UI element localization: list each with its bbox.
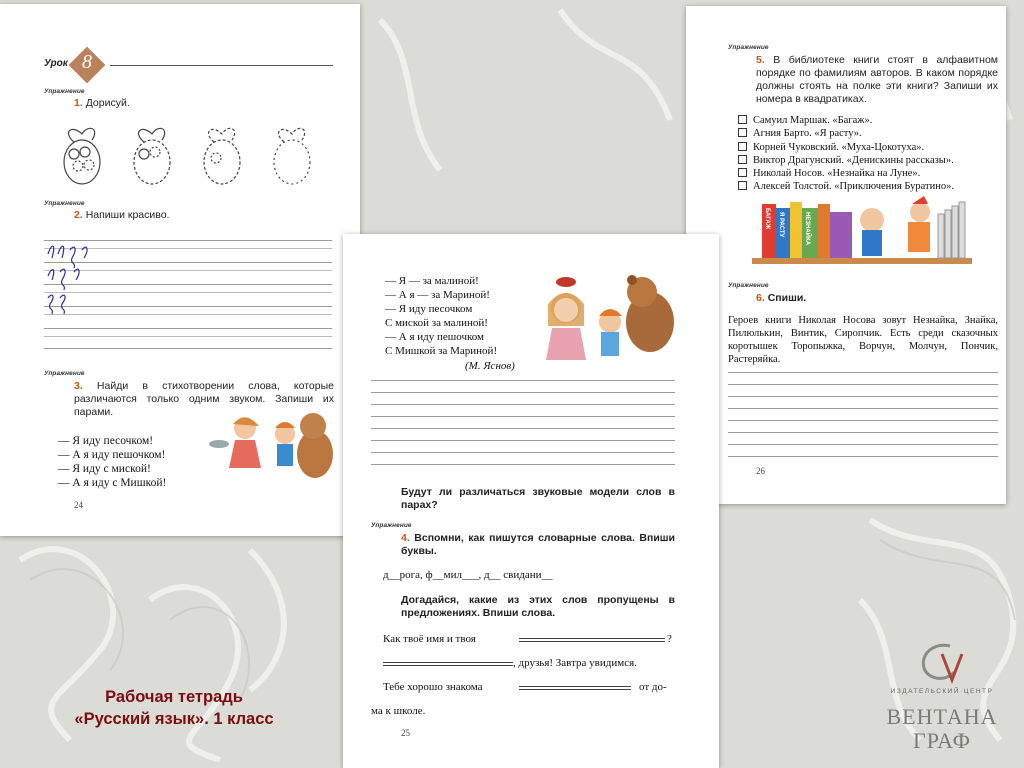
exercise-5 (756, 54, 998, 106)
book-item[interactable] (738, 141, 954, 154)
raspberry-drawings (50, 116, 340, 191)
exercise-text: Напиши красиво. (85, 209, 170, 221)
sentence-text: от до- (639, 681, 667, 693)
exercise-label: Упражнение (371, 522, 412, 529)
book-item[interactable] (738, 154, 954, 167)
checkbox[interactable] (738, 142, 747, 151)
poem-line: — А я иду пешочком! (58, 449, 166, 461)
exercise-2 (74, 209, 169, 222)
exercise-1 (74, 97, 130, 110)
book-item[interactable] (738, 167, 954, 180)
dictionary-words: д__рога, ф__мил___, д__ свидани__ (383, 569, 553, 581)
exercise-text: В библиотеке книги стоят в алфавитном порядке по фамилиям авторов. В каком порядке должны стоять на полке эти книги? Запиши их номера в квадратиках. (756, 54, 998, 105)
book-title: Корней Чуковский. «Муха-Цокотуха». (753, 141, 925, 153)
exercise-label: Упражнение (44, 200, 85, 207)
sentence-text: Тебе хорошо знакома (383, 681, 483, 693)
exercise-6 (756, 292, 806, 305)
publisher-top: ИЗДАТЕЛЬСКИЙ·ЦЕНТР (890, 688, 994, 695)
poem-line: — Я иду песочком! (58, 435, 154, 447)
exercise-label: Упражнение (728, 282, 769, 289)
exercise-text: Найди в стихотворении слова, которые различаются только одним звуком. Запиши их парами. (74, 380, 334, 418)
book-spine: НЕЗНАЙКА (804, 212, 810, 246)
lesson-label: Урок (44, 58, 68, 69)
exercise-number: 1. (74, 97, 83, 109)
poem-author: (М. Яснов) (465, 360, 515, 372)
answer-field[interactable] (519, 686, 631, 690)
exercise-label: Упражнение (728, 44, 769, 51)
writing-lines (44, 240, 332, 350)
publisher-emblem (912, 640, 972, 688)
book-spine: БАГАЖ (764, 208, 770, 230)
writing-lines[interactable] (371, 380, 675, 476)
exercise-text: Вспомни, как пишутся словарные слова. Впиши буквы. (401, 532, 675, 557)
publisher-logo (862, 640, 1022, 764)
exercise-text: Спиши. (767, 292, 807, 304)
answer-field[interactable] (383, 662, 513, 666)
workbook-page-25 (343, 234, 719, 768)
exercise-label: Упражнение (44, 370, 85, 377)
handwriting-sample (44, 240, 104, 315)
fill-sentence-1 (383, 632, 476, 646)
writing-lines[interactable] (728, 372, 998, 462)
exercise-number: 2. (74, 209, 83, 221)
copy-text: Героев книги Николая Носова зовут Незнайка, Знайка, Пилюлькин, Винтик, Сиропчик. Есть среди сказочных коротышек Торопыжка, Ворчун, Молчун, Пончик, Растеряйка. (728, 315, 998, 365)
book-item[interactable] (738, 127, 954, 140)
answer-field[interactable] (519, 638, 665, 642)
workbook-page-24 (0, 4, 360, 536)
exercise-number: 3. (74, 380, 83, 392)
book-title: Виктор Драгунский. «Денискины рассказы». (753, 154, 954, 166)
bookshelf-illustration (752, 194, 972, 266)
checkbox[interactable] (738, 168, 747, 177)
caption-line: Рабочая тетрадь (105, 688, 243, 706)
book-spine: Я РАСТУ (778, 212, 784, 238)
poem (58, 434, 166, 490)
exercise-number: 4. (401, 532, 410, 544)
book-title: Алексей Толстой. «Приключения Буратино». (753, 181, 954, 193)
checkbox[interactable] (738, 155, 747, 164)
book-item[interactable] (738, 180, 954, 193)
header-rule (110, 65, 333, 66)
poem-line: С миской за малиной! (385, 317, 488, 329)
checkbox[interactable] (738, 115, 747, 124)
girl-boy-bear-illustration (538, 270, 678, 360)
children-bear-illustration (205, 404, 335, 482)
page-number: 24 (74, 500, 83, 510)
poem-line: — Я иду песочком (385, 303, 473, 315)
workbook-page-26 (686, 6, 1006, 504)
sentence-text: Как твоё имя и твоя (383, 633, 476, 645)
caption-line: «Русский язык». 1 класс (74, 710, 274, 728)
book-item[interactable] (738, 114, 954, 127)
book-title: Агния Барто. «Я расту». (753, 128, 862, 140)
exercise-4 (401, 532, 675, 558)
poem-line: С Мишкой за Мариной! (385, 345, 498, 357)
poem-line: — Я — за малиной! (385, 275, 479, 287)
poem-line: — Я иду с миской! (58, 463, 151, 475)
checkbox[interactable] (738, 181, 747, 190)
exercise-number: 5. (756, 54, 765, 66)
lesson-header (44, 48, 344, 84)
book-title: Николай Носов. «Незнайка на Луне». (753, 168, 921, 180)
exercise-4-task: Догадайся, какие из этих слов пропущены в предложениях. Впиши слова. (401, 594, 675, 619)
question: Будут ли различаться звуковые модели слов в парах? (401, 486, 675, 511)
page-number: 26 (756, 466, 765, 476)
question-mark: ? (667, 633, 672, 645)
poem-line: — А я — за Мариной! (385, 289, 490, 301)
sentence-text: , друзья! Завтра увидимся. (513, 657, 637, 669)
exercise-text: Дорисуй. (85, 97, 130, 109)
caption (14, 686, 334, 730)
book-list (738, 114, 954, 194)
poem-line: — А я иду пешочком (385, 331, 485, 343)
page-number: 25 (401, 728, 410, 738)
exercise-label: Упражнение (44, 88, 85, 95)
publisher-name: ВЕНТАНА (886, 704, 998, 729)
checkbox[interactable] (738, 128, 747, 137)
exercise-number: 6. (756, 292, 765, 304)
poem-line: — А я иду с Мишкой! (58, 477, 167, 489)
sentence-text: ма к школе. (371, 705, 426, 717)
poem (385, 274, 497, 358)
book-title: Самуил Маршак. «Багаж». (753, 115, 873, 126)
publisher-name: ГРАФ (912, 728, 972, 753)
lesson-number: 8 (82, 51, 92, 73)
